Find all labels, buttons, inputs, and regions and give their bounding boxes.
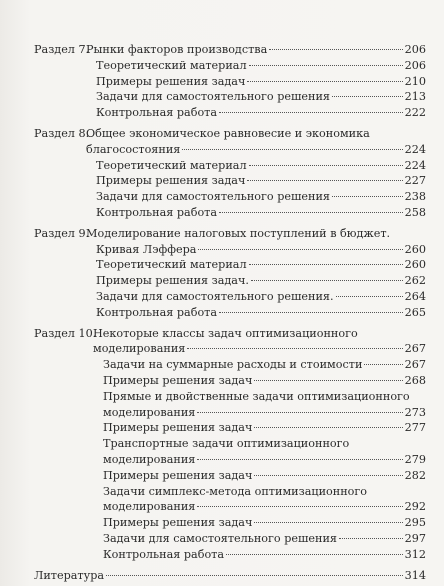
toc-line-text: Литература <box>34 568 105 582</box>
dot-leader <box>226 553 403 555</box>
page-number: 258 <box>404 205 426 219</box>
dot-leader <box>254 521 402 523</box>
page-number: 295 <box>404 516 426 530</box>
toc-item <box>34 58 426 74</box>
page-number: 268 <box>404 373 426 387</box>
dot-leader <box>249 263 403 265</box>
toc-item <box>34 436 426 452</box>
toc-item <box>34 257 426 273</box>
toc-item <box>34 105 426 121</box>
section-number: Раздел 10. <box>34 326 97 340</box>
toc-line-text: моделирования <box>103 405 196 419</box>
dot-leader <box>219 111 403 113</box>
page-number: 264 <box>404 289 426 303</box>
dot-leader <box>106 574 403 576</box>
toc-item <box>34 89 426 105</box>
page-number: 227 <box>404 174 426 188</box>
page-number: 262 <box>404 274 426 288</box>
toc-item <box>34 273 426 289</box>
dot-leader <box>249 164 403 166</box>
page-number: 224 <box>404 142 426 156</box>
toc-item <box>34 357 426 373</box>
toc-item <box>34 531 426 547</box>
dot-leader <box>182 148 402 150</box>
toc-line-text: Контрольная работа <box>96 305 218 319</box>
dot-leader <box>254 474 402 476</box>
toc-line-text: Контрольная работа <box>103 547 225 561</box>
dot-leader <box>254 426 402 428</box>
toc-item <box>34 405 426 421</box>
dot-leader <box>219 211 403 213</box>
toc-item <box>34 468 426 484</box>
toc-line-text: Примеры решения задач <box>103 373 253 387</box>
page-number: 224 <box>404 158 426 172</box>
page-number: 273 <box>404 405 426 419</box>
page-number: 314 <box>404 568 426 582</box>
toc-line-text: Транспортные задачи оптимизационного <box>103 437 350 451</box>
dot-leader <box>247 80 402 82</box>
section-number: Раздел 8. <box>34 126 90 140</box>
toc-item <box>34 373 426 389</box>
toc-line-text: моделирования <box>93 342 186 356</box>
toc-line-text: Теоретический материал <box>96 258 247 272</box>
section-title <box>34 226 426 242</box>
toc-line-text: Некоторые классы задач оптимизационного <box>93 326 358 340</box>
toc-item <box>34 189 426 205</box>
dot-leader <box>247 179 402 181</box>
toc-line-text: Примеры решения задач <box>103 421 253 435</box>
page-number: 277 <box>404 421 426 435</box>
toc-item <box>34 452 426 468</box>
toc-line-text: Примеры решения задач <box>96 74 246 88</box>
dot-leader <box>269 48 402 50</box>
dot-leader <box>332 95 403 97</box>
section-title <box>34 142 426 158</box>
toc-item <box>34 205 426 221</box>
section-title <box>34 326 426 342</box>
toc-item <box>34 515 426 531</box>
page-number: 222 <box>404 106 426 120</box>
toc-line-text: Задачи симплекс-метода оптимизационного <box>103 484 368 498</box>
toc-line-text: моделирования <box>103 500 196 514</box>
toc-item <box>34 158 426 174</box>
page-number: 265 <box>404 305 426 319</box>
toc-line-text: Общее экономическое равновесие и экономика <box>86 126 370 140</box>
toc-item <box>34 420 426 436</box>
page-number: 267 <box>404 358 426 372</box>
page-number: 279 <box>404 452 426 466</box>
toc-item <box>34 499 426 515</box>
table-of-contents <box>34 42 426 583</box>
toc-item <box>34 389 426 405</box>
page-number: 267 <box>404 342 426 356</box>
dot-leader <box>254 379 402 381</box>
toc-line-text: Примеры решения задач <box>103 516 253 530</box>
dot-leader <box>364 363 402 365</box>
toc-line-text: Прямые и двойственные задачи оптимизационного <box>103 389 410 403</box>
toc-item <box>34 173 426 189</box>
section-number: Раздел 9. <box>34 226 90 240</box>
toc-item <box>34 289 426 305</box>
toc-line-text: моделирования <box>103 452 196 466</box>
toc-line-text: Теоретический материал <box>96 58 247 72</box>
page-number: 238 <box>404 190 426 204</box>
toc-line-text: благосостояния <box>86 142 181 156</box>
toc-line-text: Моделирование налоговых поступлений в бюджет. <box>86 226 391 240</box>
dot-leader <box>197 505 402 507</box>
dot-leader <box>187 347 402 349</box>
dot-leader <box>197 411 402 413</box>
section-number: Раздел 7. <box>34 43 90 56</box>
toc-line-text: Задачи для самостоятельного решения <box>103 531 337 545</box>
dot-leader <box>198 248 402 250</box>
page-number: 260 <box>404 258 426 272</box>
page-number: 297 <box>404 531 426 545</box>
toc-item <box>34 547 426 563</box>
toc-line-text: Примеры решения задач <box>103 468 253 482</box>
dot-leader <box>249 64 403 66</box>
dot-leader <box>339 537 403 539</box>
toc-line-text: Кривая Лэффера <box>96 242 197 256</box>
toc-line-text: Теоретический материал <box>96 158 247 172</box>
toc-item <box>34 242 426 258</box>
dot-leader <box>197 458 402 460</box>
dot-leader <box>251 279 403 281</box>
toc-line-text: Задачи на суммарные расходы и стоимости <box>103 358 363 372</box>
page-number: 260 <box>404 242 426 256</box>
page-number: 213 <box>404 90 426 104</box>
toc-line-text: Контрольная работа <box>96 106 218 120</box>
toc-line-text: Примеры решения задач. <box>96 274 249 288</box>
toc-item <box>34 74 426 90</box>
dot-leader <box>219 311 403 313</box>
literature-entry <box>34 568 426 584</box>
section-title <box>34 341 426 357</box>
section-title <box>34 126 426 142</box>
toc-line-text: Рынки факторов производства <box>86 43 268 56</box>
toc-line-text: Контрольная работа <box>96 205 218 219</box>
page-number: 292 <box>404 500 426 514</box>
page-number: 312 <box>404 547 426 561</box>
toc-line-text: Задачи для самостоятельного решения <box>96 190 330 204</box>
toc-item <box>34 484 426 500</box>
page-number: 282 <box>404 468 426 482</box>
toc-line-text: Задачи для самостоятельного решения <box>96 90 330 104</box>
dot-leader <box>336 295 403 297</box>
dot-leader <box>332 195 403 197</box>
section-title <box>34 42 426 58</box>
toc-line-text: Задачи для самостоятельного решения. <box>96 289 334 303</box>
page-number: 206 <box>404 58 426 72</box>
page-number: 210 <box>404 74 426 88</box>
toc-item <box>34 305 426 321</box>
page-number: 206 <box>404 43 426 56</box>
toc-line-text: Примеры решения задач <box>96 174 246 188</box>
